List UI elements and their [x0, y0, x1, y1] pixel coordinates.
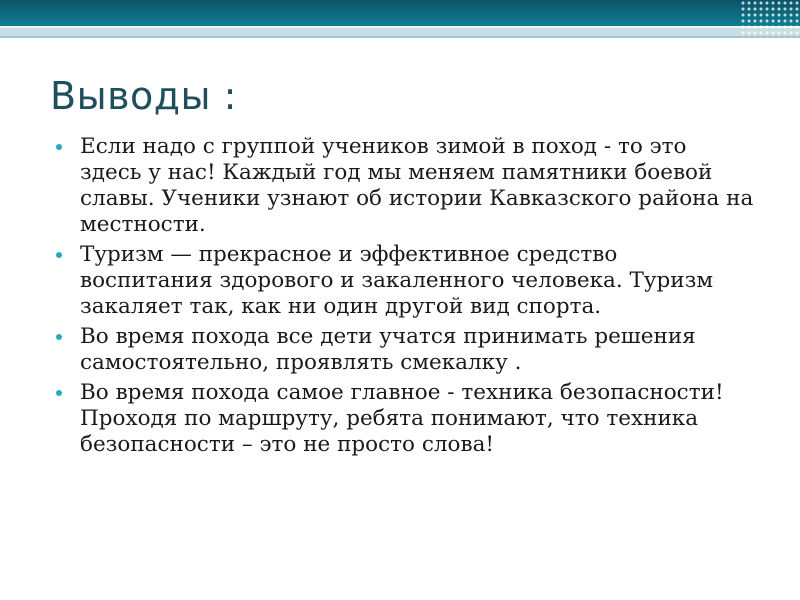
bullet-list — [54, 134, 754, 462]
header-divider-dark — [0, 36, 800, 38]
round-bullet-icon — [56, 334, 62, 340]
bullet-text: Если надо с группой учеников зимой в поход - то это здесь у нас! Каждый год мы меняем памятники боевой славы. Ученики узнают об истории Кавказского района на местности. — [80, 134, 754, 237]
header-band — [0, 0, 800, 26]
header-divider-light — [0, 26, 800, 28]
round-bullet-icon — [56, 144, 62, 150]
bullet-item — [54, 134, 754, 238]
bullet-item — [54, 324, 754, 376]
bullet-item — [54, 242, 754, 320]
bullet-text: Во время похода самое главное - техника безопасности! Проходя по маршруту, ребята понимают, что техника безопасности – это не просто слова! — [80, 380, 724, 457]
dot-pattern-decoration — [740, 0, 800, 48]
bullet-item — [54, 380, 754, 458]
round-bullet-icon — [56, 390, 62, 396]
bullet-text: Во время похода все дети учатся принимать решения самостоятельно, проявлять смекалку . — [80, 324, 696, 375]
bullet-text: Туризм — прекрасное и эффективное средство воспитания здорового и закаленного человека. Туризм закаляет так, как ни один другой вид спорта. — [80, 242, 714, 319]
slide-title: Выводы : — [50, 74, 237, 118]
round-bullet-icon — [56, 252, 62, 258]
